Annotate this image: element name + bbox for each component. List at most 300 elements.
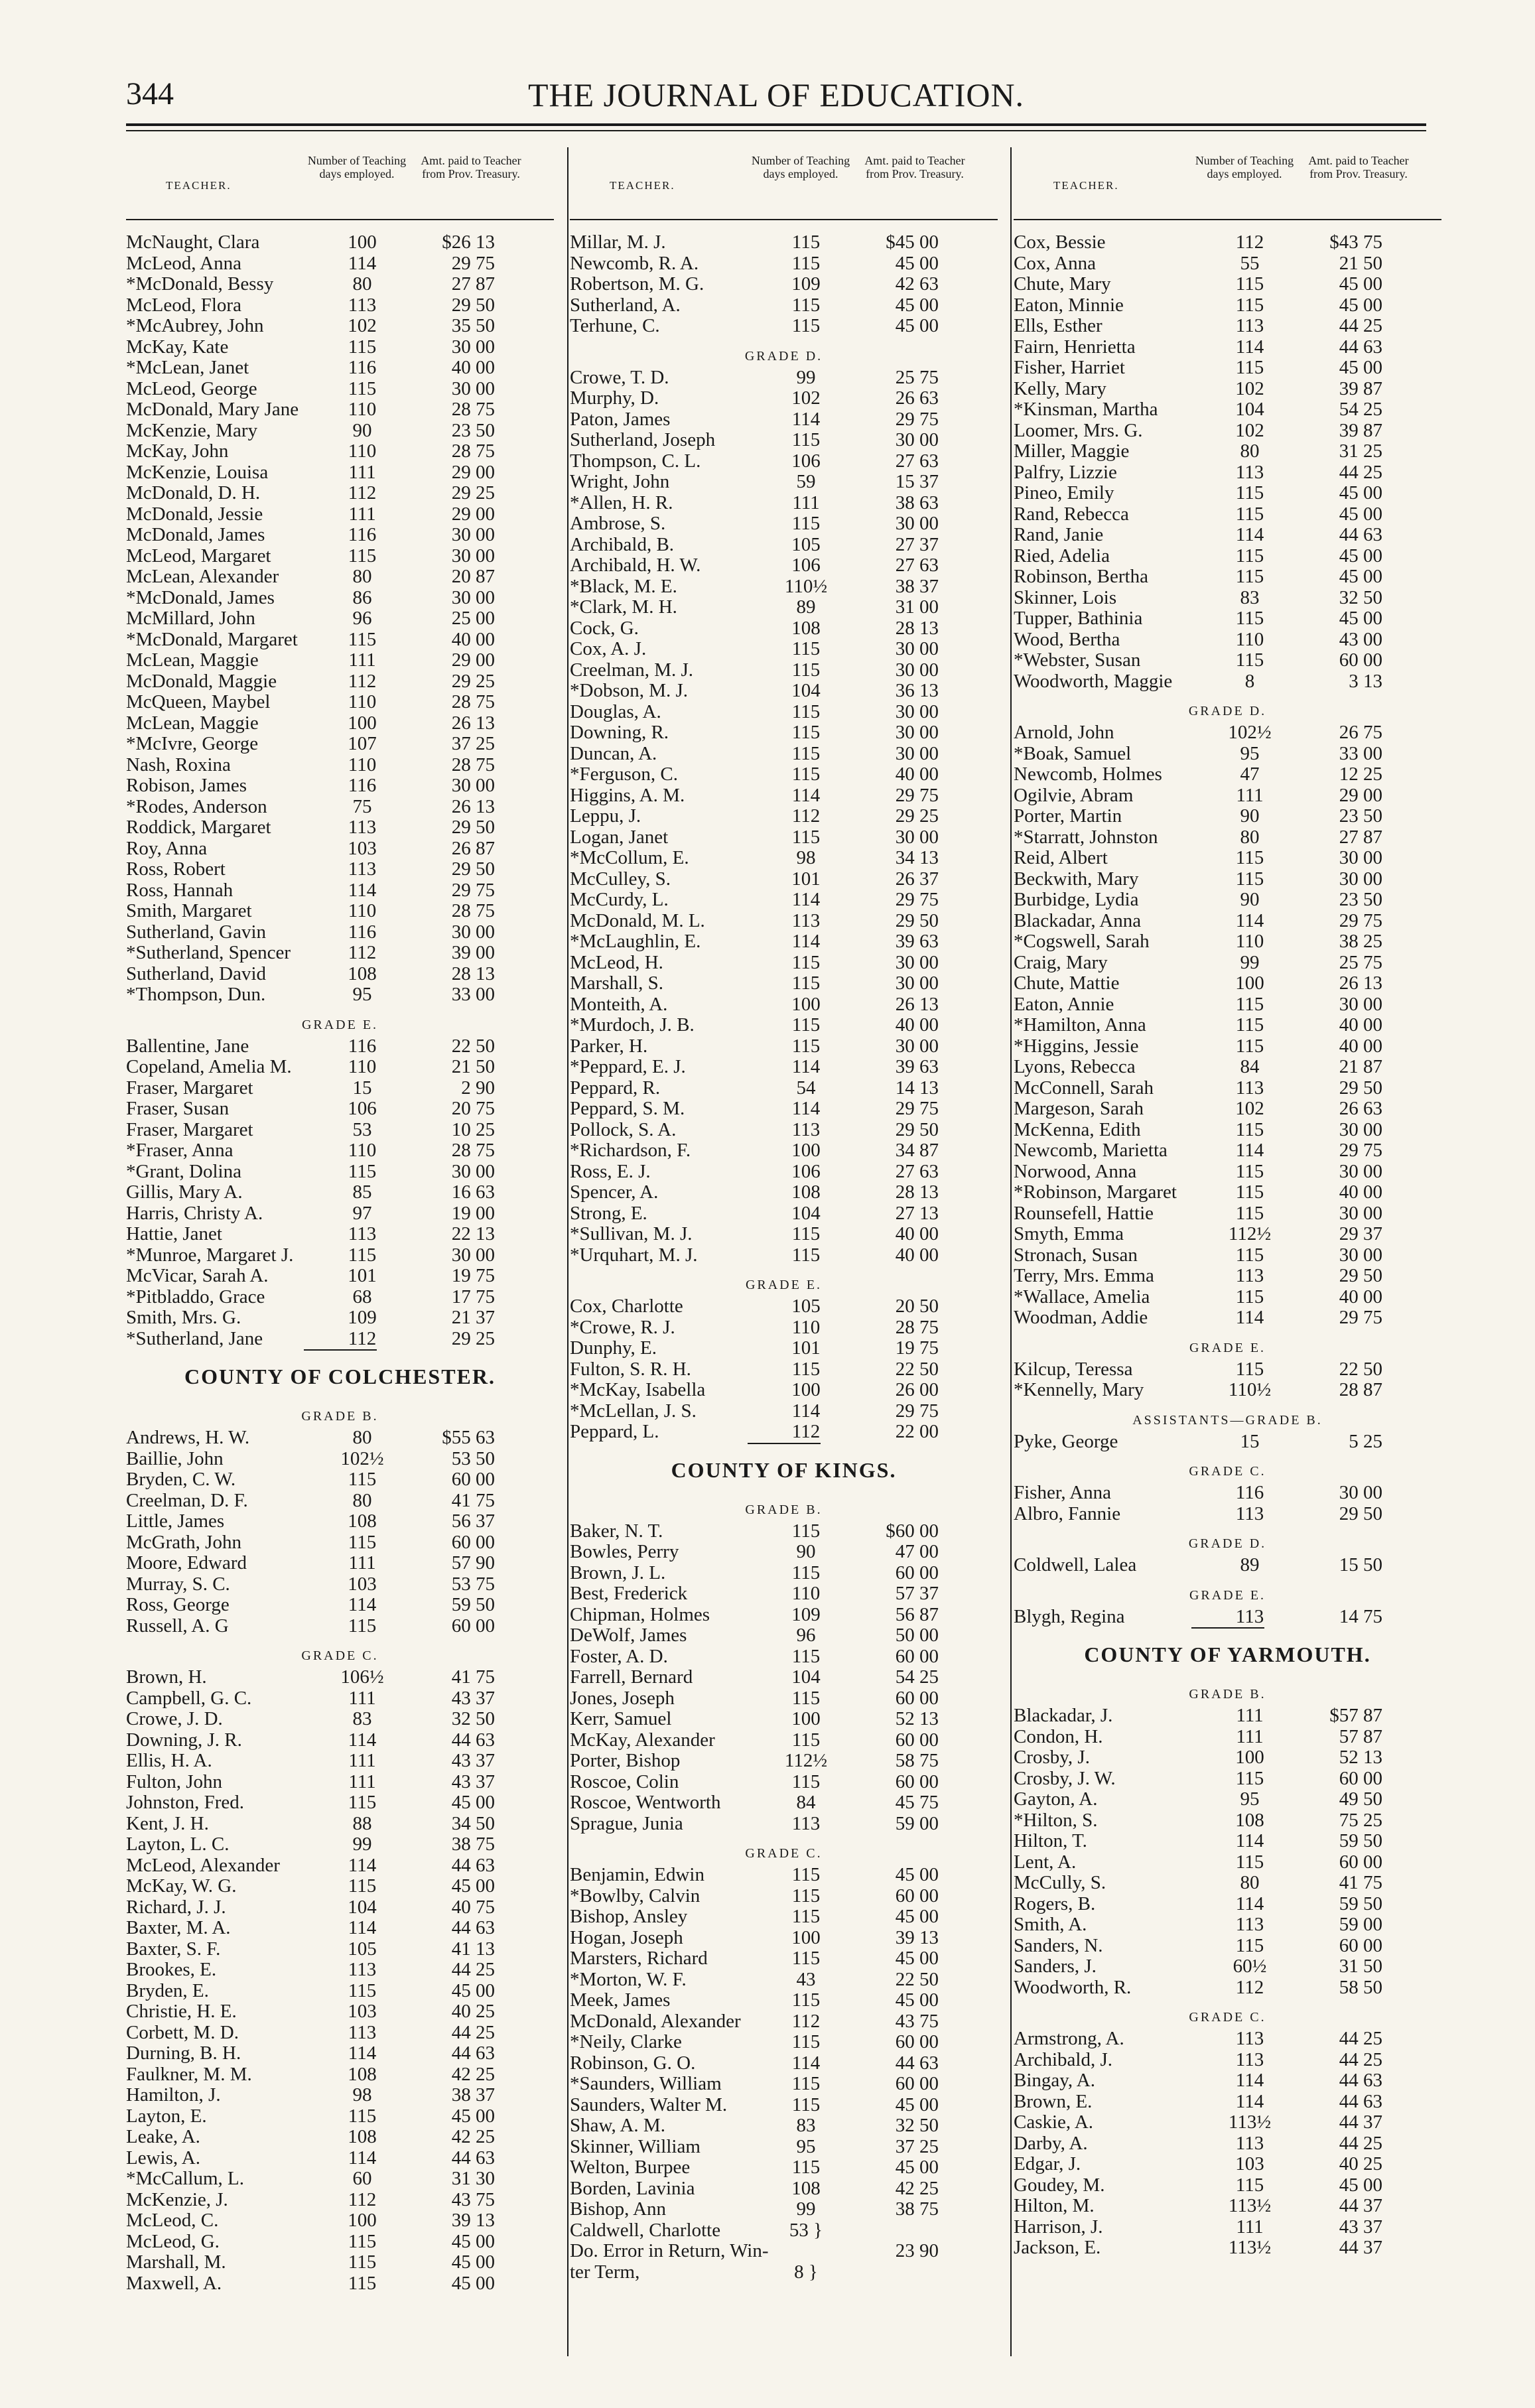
teaching-days: 115: [1235, 649, 1264, 671]
table-row: [126, 2252, 554, 2273]
amount-paid: 45 00: [895, 1948, 939, 1969]
teacher-name: *McKay, Isabella: [570, 1379, 706, 1400]
amount-paid: 28 87: [1339, 1379, 1382, 1400]
teacher-name: McCully, S.: [1014, 1872, 1106, 1893]
table-row: [570, 253, 998, 275]
amount-paid: 26 13: [451, 795, 495, 817]
teaching-days: 115: [791, 2073, 821, 2094]
amount-paid: 14 75: [1339, 1605, 1382, 1627]
table-row: [570, 2032, 998, 2053]
teaching-days: 100: [791, 1708, 821, 1729]
table-row: [126, 232, 554, 253]
table-row: [570, 2095, 998, 2116]
teacher-name: *Fraser, Anna: [126, 1140, 234, 1161]
teaching-days: 113: [791, 1118, 821, 1140]
amount-paid: 54 25: [895, 1666, 939, 1688]
teaching-days: 111: [1236, 784, 1264, 806]
amount-paid: 26 87: [451, 837, 495, 859]
amount-paid: 44 63: [1339, 2090, 1382, 2112]
teacher-name: Fulton, S. R. H.: [570, 1358, 691, 1380]
table-row: [570, 513, 998, 535]
teaching-days: 115: [791, 2157, 821, 2178]
amount-paid: 29 75: [895, 1098, 939, 1119]
teaching-days: 115: [1235, 1358, 1264, 1380]
teaching-days: 115: [1235, 2174, 1264, 2196]
county-rule: [304, 1349, 377, 1351]
teaching-days: 101: [791, 868, 821, 890]
table-row: [126, 2148, 554, 2169]
table-row: [1014, 462, 1441, 484]
amount-paid: 16 63: [451, 1181, 495, 1203]
table-row: [570, 1542, 998, 1563]
amount-paid: 39 87: [1339, 419, 1382, 441]
table-row: [126, 379, 554, 400]
amount-paid: 27 63: [895, 555, 939, 576]
table-row: [1014, 1182, 1441, 1203]
table-row: [1014, 2154, 1441, 2175]
teacher-name: McKenna, Edith: [1014, 1118, 1141, 1140]
teaching-days: 115: [791, 1771, 821, 1792]
amount-paid: 33 00: [1339, 742, 1382, 764]
teacher-name: *Starratt, Johnston: [1014, 826, 1158, 848]
teaching-days: 114: [348, 879, 377, 901]
amount-paid: 29 50: [1339, 1265, 1382, 1286]
teacher-name: Marshall, S.: [570, 972, 663, 994]
teacher-name: Bingay, A.: [1014, 2070, 1095, 2091]
amount-paid: 29 75: [895, 1400, 939, 1422]
amount-paid: 26 37: [895, 868, 939, 890]
teaching-days: 114: [1235, 1893, 1264, 1914]
teacher-name: Roscoe, Wentworth: [570, 1792, 721, 1813]
table-row: [1014, 785, 1441, 807]
amount-paid: 31 25: [1339, 440, 1382, 462]
teaching-days: 111: [348, 503, 376, 525]
table-row: [570, 1338, 998, 1359]
teacher-name: McKenzie, J.: [126, 2188, 228, 2210]
table-row: [126, 1709, 554, 1730]
teaching-days: 115: [348, 1875, 377, 1897]
amount-paid: 43 37: [1339, 2216, 1382, 2238]
teacher-name: *Peppard, E. J.: [570, 1056, 686, 1077]
teaching-days: 115: [791, 764, 821, 785]
teaching-days: 80: [352, 273, 372, 295]
table-row: [570, 1521, 998, 1542]
table-row: [570, 1245, 998, 1266]
amount-paid: 45 00: [1339, 566, 1382, 587]
teacher-name: Cox, A. J.: [570, 638, 647, 659]
amount-paid: 12 25: [1339, 764, 1382, 785]
table-row: [570, 1886, 998, 1907]
amount-paid: 22 50: [1339, 1358, 1382, 1380]
amount-paid: 32 50: [895, 2115, 939, 2136]
teaching-days: 115: [791, 2031, 821, 2052]
teacher-name: Strong, E.: [570, 1202, 647, 1224]
teaching-days: 104: [1235, 399, 1264, 420]
amount-paid: 22 13: [451, 1223, 495, 1244]
amount-paid: 59 50: [1339, 1893, 1382, 1914]
teacher-name: Little, James: [126, 1510, 225, 1532]
table-row: [126, 1162, 554, 1183]
table-row: [1014, 2050, 1441, 2071]
teacher-name: Coldwell, Lalea: [1014, 1554, 1137, 1575]
teacher-name: McKenzie, Mary: [126, 419, 258, 441]
teaching-days: 99: [796, 2198, 816, 2220]
table-row: [1014, 2092, 1441, 2113]
teacher-name: *Sutherland, Jane: [126, 1327, 263, 1349]
teacher-name: Goudey, M.: [1014, 2174, 1105, 2196]
teaching-days: 114: [348, 1854, 377, 1876]
amount-paid: 38 75: [451, 1834, 495, 1855]
table-row: [570, 1730, 998, 1751]
teacher-name: Meek, James: [570, 1989, 671, 2011]
teaching-days: 55: [1240, 252, 1260, 274]
table-row: [1014, 827, 1441, 848]
amount-paid: 40 00: [1339, 1181, 1382, 1203]
teaching-days: 112: [348, 670, 377, 692]
teaching-days: 111: [348, 1771, 376, 1792]
table-row: [570, 2241, 998, 2262]
teacher-name: Do. Error in Return, Win-: [570, 2240, 769, 2261]
amount-paid: 40 00: [895, 1223, 939, 1244]
table-row: [570, 1036, 998, 1057]
teacher-name: Ried, Adelia: [1014, 545, 1110, 567]
table-row: [126, 1792, 554, 1814]
teaching-days: 115: [348, 1615, 377, 1637]
amount-paid: 28 75: [451, 900, 495, 921]
teaching-days: 104: [791, 1202, 821, 1224]
amount-paid: 31 00: [895, 596, 939, 618]
teacher-name: Norwood, Anna: [1014, 1160, 1137, 1182]
amount-paid: 58 50: [1339, 1976, 1382, 1998]
teacher-name: Ogilvie, Abram: [1014, 784, 1134, 806]
teaching-days: 115: [791, 1989, 821, 2011]
amount-paid: 40 00: [451, 628, 495, 650]
teaching-days: 115: [791, 252, 821, 274]
amount-paid: 40 00: [895, 764, 939, 785]
teaching-days: 115: [1235, 1014, 1264, 1036]
teaching-days: 60½: [1233, 1956, 1267, 1977]
table-row: [1014, 869, 1441, 890]
teacher-name: Pollock, S. A.: [570, 1118, 677, 1140]
amount-paid: 29 75: [451, 252, 495, 274]
teacher-name: Paton, James: [570, 408, 671, 430]
teacher-name: Craig, Mary: [1014, 951, 1108, 973]
table-row: [1014, 1747, 1441, 1769]
amount-paid: 60 00: [1339, 649, 1382, 671]
amount-paid: 29 50: [451, 858, 495, 880]
teaching-days: 100: [791, 1926, 821, 1948]
column-divider: [1010, 147, 1012, 2356]
teaching-days: 115: [791, 294, 821, 316]
teacher-name: ter Term,: [570, 2261, 640, 2283]
teacher-name: Caskie, A.: [1014, 2111, 1094, 2133]
teacher-name: *Bowlby, Calvin: [570, 1885, 701, 1906]
teaching-days: 115: [348, 1792, 377, 1813]
table-row: [570, 451, 998, 472]
teacher-name: Palfry, Lizzie: [1014, 461, 1117, 483]
teaching-days: 115: [1235, 1767, 1264, 1789]
amount-paid: 27 87: [451, 273, 495, 295]
table-row: [570, 639, 998, 660]
teaching-days: 115: [791, 1948, 821, 1969]
county-heading: [1014, 1627, 1441, 1675]
teaching-days: 106: [348, 1098, 377, 1119]
column-1: [126, 147, 554, 2356]
teacher-name: *Wallace, Amelia: [1014, 1286, 1150, 1307]
amount-paid: 37 25: [895, 2135, 939, 2157]
teacher-name: McLeod, Margaret: [126, 545, 271, 567]
table-row: [126, 1574, 554, 1595]
teaching-days: 113: [348, 2021, 377, 2043]
teacher-name: Eaton, Minnie: [1014, 294, 1124, 316]
teacher-name: McNaught, Clara: [126, 232, 260, 253]
teaching-days: 102½: [1228, 722, 1272, 743]
table-row: [126, 1329, 554, 1350]
teacher-name: Fraser, Margaret: [126, 1118, 253, 1140]
teacher-name: *McLellan, J. S.: [570, 1400, 697, 1422]
teacher-name: Sutherland, Joseph: [570, 429, 716, 450]
teacher-name: Cox, Charlotte: [570, 1296, 683, 1317]
table-columns: [126, 147, 1426, 2356]
teaching-days: 106: [791, 1160, 821, 1182]
teacher-name: Bowles, Perry: [570, 1541, 679, 1562]
teaching-days: 85: [352, 1181, 372, 1203]
teaching-days: 112: [1235, 1976, 1264, 1998]
table-row: [570, 744, 998, 765]
amount-paid: 30 00: [1339, 1482, 1382, 1503]
teacher-name: *Allen, H. R.: [570, 492, 673, 513]
teacher-name: McDonald, D. H.: [126, 482, 261, 503]
teacher-name: McConnell, Sarah: [1014, 1077, 1154, 1099]
amount-paid: 34 13: [895, 847, 939, 868]
amount-paid: 40 00: [1339, 1035, 1382, 1057]
teaching-days: 115: [1235, 847, 1264, 868]
table-row: [126, 316, 554, 337]
teaching-days: 106: [791, 450, 821, 472]
amount-paid: 45 00: [1339, 273, 1382, 295]
table-row: [1014, 1873, 1441, 1894]
table-row: [570, 1140, 998, 1162]
teacher-name: Hattie, Janet: [126, 1223, 222, 1244]
teaching-days: 113: [348, 294, 377, 316]
teacher-name: McKay, W. G.: [126, 1875, 237, 1897]
teaching-days: 80: [352, 566, 372, 587]
table-row: [570, 1948, 998, 1970]
teaching-days: 110: [348, 1056, 377, 1077]
amount-paid: 30 00: [451, 921, 495, 943]
teaching-days: 110: [1235, 931, 1264, 952]
teacher-name: *Thompson, Dun.: [126, 984, 266, 1005]
teacher-name: Sanders, J.: [1014, 1956, 1097, 1977]
table-row: [570, 2199, 998, 2220]
teaching-days: 110: [791, 1316, 821, 1338]
teacher-name: Ross, George: [126, 1594, 230, 1615]
teacher-name: Baxter, S. F.: [126, 1938, 221, 1960]
table-row: [1014, 2175, 1441, 2196]
teacher-name: DeWolf, James: [570, 1625, 687, 1646]
table-row: [1014, 1432, 1441, 1453]
teacher-name: Bishop, Ann: [570, 2198, 667, 2220]
amount-header: Amt. paid to Teacher from Prov. Treasury.: [864, 154, 965, 180]
teacher-name: Gayton, A.: [1014, 1788, 1098, 1810]
teaching-days: 114: [791, 784, 821, 806]
teacher-name: Fairn, Henrietta: [1014, 336, 1136, 358]
teacher-name: McDonald, Alexander: [570, 2010, 741, 2032]
table-row: [1014, 1894, 1441, 1915]
teaching-days: 111: [1236, 1725, 1264, 1747]
table-row: [1014, 483, 1441, 504]
grade-heading: GRADE E.: [745, 1278, 823, 1292]
amount-paid: 39 63: [895, 1056, 939, 1077]
amount-paid: 38 37: [895, 575, 939, 597]
teacher-name: *Murdoch, J. B.: [570, 1014, 695, 1036]
amount-paid: 29 37: [1339, 1223, 1382, 1244]
amount-paid: 20 75: [451, 1098, 495, 1119]
teaching-days: 113: [1235, 1914, 1264, 1935]
amount-paid: 29 25: [451, 482, 495, 503]
amount-paid: 45 00: [895, 252, 939, 274]
teaching-days: 113½: [1228, 2111, 1272, 2133]
teacher-name: Cox, Bessie: [1014, 232, 1106, 253]
county-name: COUNTY OF COLCHESTER.: [184, 1365, 496, 1388]
amount-paid: 41 75: [451, 1666, 495, 1688]
teaching-days: 114: [348, 252, 377, 274]
teacher-name: Hogan, Joseph: [570, 1926, 683, 1948]
table-row: [1014, 1769, 1441, 1790]
teacher-name: Blygh, Regina: [1014, 1605, 1125, 1627]
table-row: [570, 430, 998, 451]
amount-paid: 28 75: [451, 1140, 495, 1161]
table-row: [1014, 1120, 1441, 1141]
teaching-days: 115: [791, 826, 821, 848]
amount-paid: 30 00: [451, 1244, 495, 1266]
teacher-name: Skinner, Lois: [1014, 586, 1117, 608]
table-row: [1014, 504, 1441, 525]
table-row: [570, 722, 998, 744]
teacher-name: *McIvre, George: [126, 733, 259, 754]
table-row: [126, 608, 554, 630]
teacher-name: Arnold, John: [1014, 722, 1114, 743]
amount-paid: 34 50: [451, 1812, 495, 1834]
teacher-name: Peppard, L.: [570, 1421, 659, 1442]
teacher-name: *Neily, Clarke: [570, 2031, 682, 2052]
amount-paid: $57 87: [1329, 1705, 1382, 1726]
table-row: [570, 472, 998, 493]
teaching-days: 111: [1236, 1705, 1264, 1726]
table-row: [126, 2064, 554, 2086]
amount-paid: 30 00: [895, 951, 939, 973]
table-row: [126, 671, 554, 693]
teacher-name: *Grant, Dolina: [126, 1160, 241, 1182]
table-row: [126, 650, 554, 671]
teacher-name: Harris, Christy A.: [126, 1202, 263, 1224]
amount-paid: 20 50: [895, 1296, 939, 1317]
teaching-days: 106½: [340, 1666, 384, 1688]
amount-paid: 15 50: [1339, 1554, 1382, 1575]
teacher-name: *Cogswell, Sarah: [1014, 931, 1150, 952]
teaching-days: 113: [1235, 2132, 1264, 2154]
table-row: [1014, 953, 1441, 974]
amount-paid: 28 13: [451, 963, 495, 984]
table-row: [126, 1595, 554, 1616]
teaching-days: 110: [348, 1140, 377, 1161]
table-row: [570, 409, 998, 431]
amount-paid: 45 00: [1339, 294, 1382, 316]
amount-paid: 28 75: [451, 399, 495, 420]
amount-paid: 44 63: [1339, 524, 1382, 545]
table-row: [126, 901, 554, 922]
table-row: [126, 462, 554, 484]
amount-paid: 60 00: [451, 1531, 495, 1553]
table-row: [126, 734, 554, 755]
table-row: [1014, 2070, 1441, 2092]
teaching-days: 115: [348, 2105, 377, 2127]
teaching-days: 103: [348, 1573, 377, 1595]
teacher-name: Robinson, G. O.: [570, 2052, 696, 2074]
teacher-name: Armstrong, A.: [1014, 2028, 1124, 2049]
teacher-name: *Sutherland, Spencer: [126, 942, 291, 963]
amount-paid: 40 75: [451, 1896, 495, 1918]
table-row: [570, 618, 998, 639]
teaching-days: 115: [348, 628, 377, 650]
teacher-name: Fulton, John: [126, 1771, 223, 1792]
amount-paid: 21 87: [1339, 1056, 1382, 1077]
teaching-days: 115: [1235, 566, 1264, 587]
amount-paid: 26 75: [1339, 722, 1382, 743]
teaching-days: 115: [348, 2230, 377, 2252]
teacher-name: Fisher, Harriet: [1014, 357, 1125, 378]
teacher-name: McCulley, S.: [570, 868, 671, 890]
table-row: [1014, 630, 1441, 651]
teacher-name: Cox, Anna: [1014, 252, 1097, 274]
amount-paid: 60 00: [895, 2073, 939, 2094]
teaching-days: 103: [1235, 2153, 1264, 2174]
teacher-name: *McLean, Janet: [126, 357, 249, 378]
teacher-name: Miller, Maggie: [1014, 440, 1130, 462]
teacher-name: Murphy, D.: [570, 387, 659, 409]
table-row: [126, 1688, 554, 1709]
table-row: [126, 1616, 554, 1637]
teacher-name: Kerr, Samuel: [570, 1708, 672, 1729]
table-row: [570, 576, 998, 598]
teaching-days: 100: [1235, 1747, 1264, 1768]
table-row: [1014, 931, 1441, 953]
teacher-name: Jones, Joseph: [570, 1687, 675, 1709]
amount-paid: 22 50: [895, 1968, 939, 1990]
teaching-days: 115: [1235, 1286, 1264, 1307]
teacher-name: Fraser, Susan: [126, 1098, 230, 1119]
teaching-days: 115: [1235, 1244, 1264, 1266]
amount-paid: 38 63: [895, 492, 939, 513]
teaching-days: 90: [1240, 805, 1260, 827]
amount-paid: $43 75: [1329, 232, 1382, 253]
teaching-days: 80: [352, 1427, 372, 1448]
teacher-name: Loomer, Mrs. G.: [1014, 419, 1143, 441]
table-row: [126, 1182, 554, 1203]
teaching-days: 115: [1235, 1181, 1264, 1203]
amount-paid: 41 13: [451, 1938, 495, 1960]
amount-paid: $60 00: [886, 1520, 939, 1542]
table-row: [126, 1036, 554, 1057]
teaching-days: 115: [348, 377, 377, 399]
teacher-name: Gillis, Mary A.: [126, 1181, 243, 1203]
teacher-name: Newcomb, Marietta: [1014, 1140, 1168, 1161]
teacher-name: Sprague, Junia: [570, 1812, 683, 1834]
table-row: [570, 232, 998, 253]
teaching-days: 114: [1235, 1830, 1264, 1851]
table-row: [1014, 1483, 1441, 1504]
teacher-name: Tupper, Bathinia: [1014, 608, 1143, 629]
